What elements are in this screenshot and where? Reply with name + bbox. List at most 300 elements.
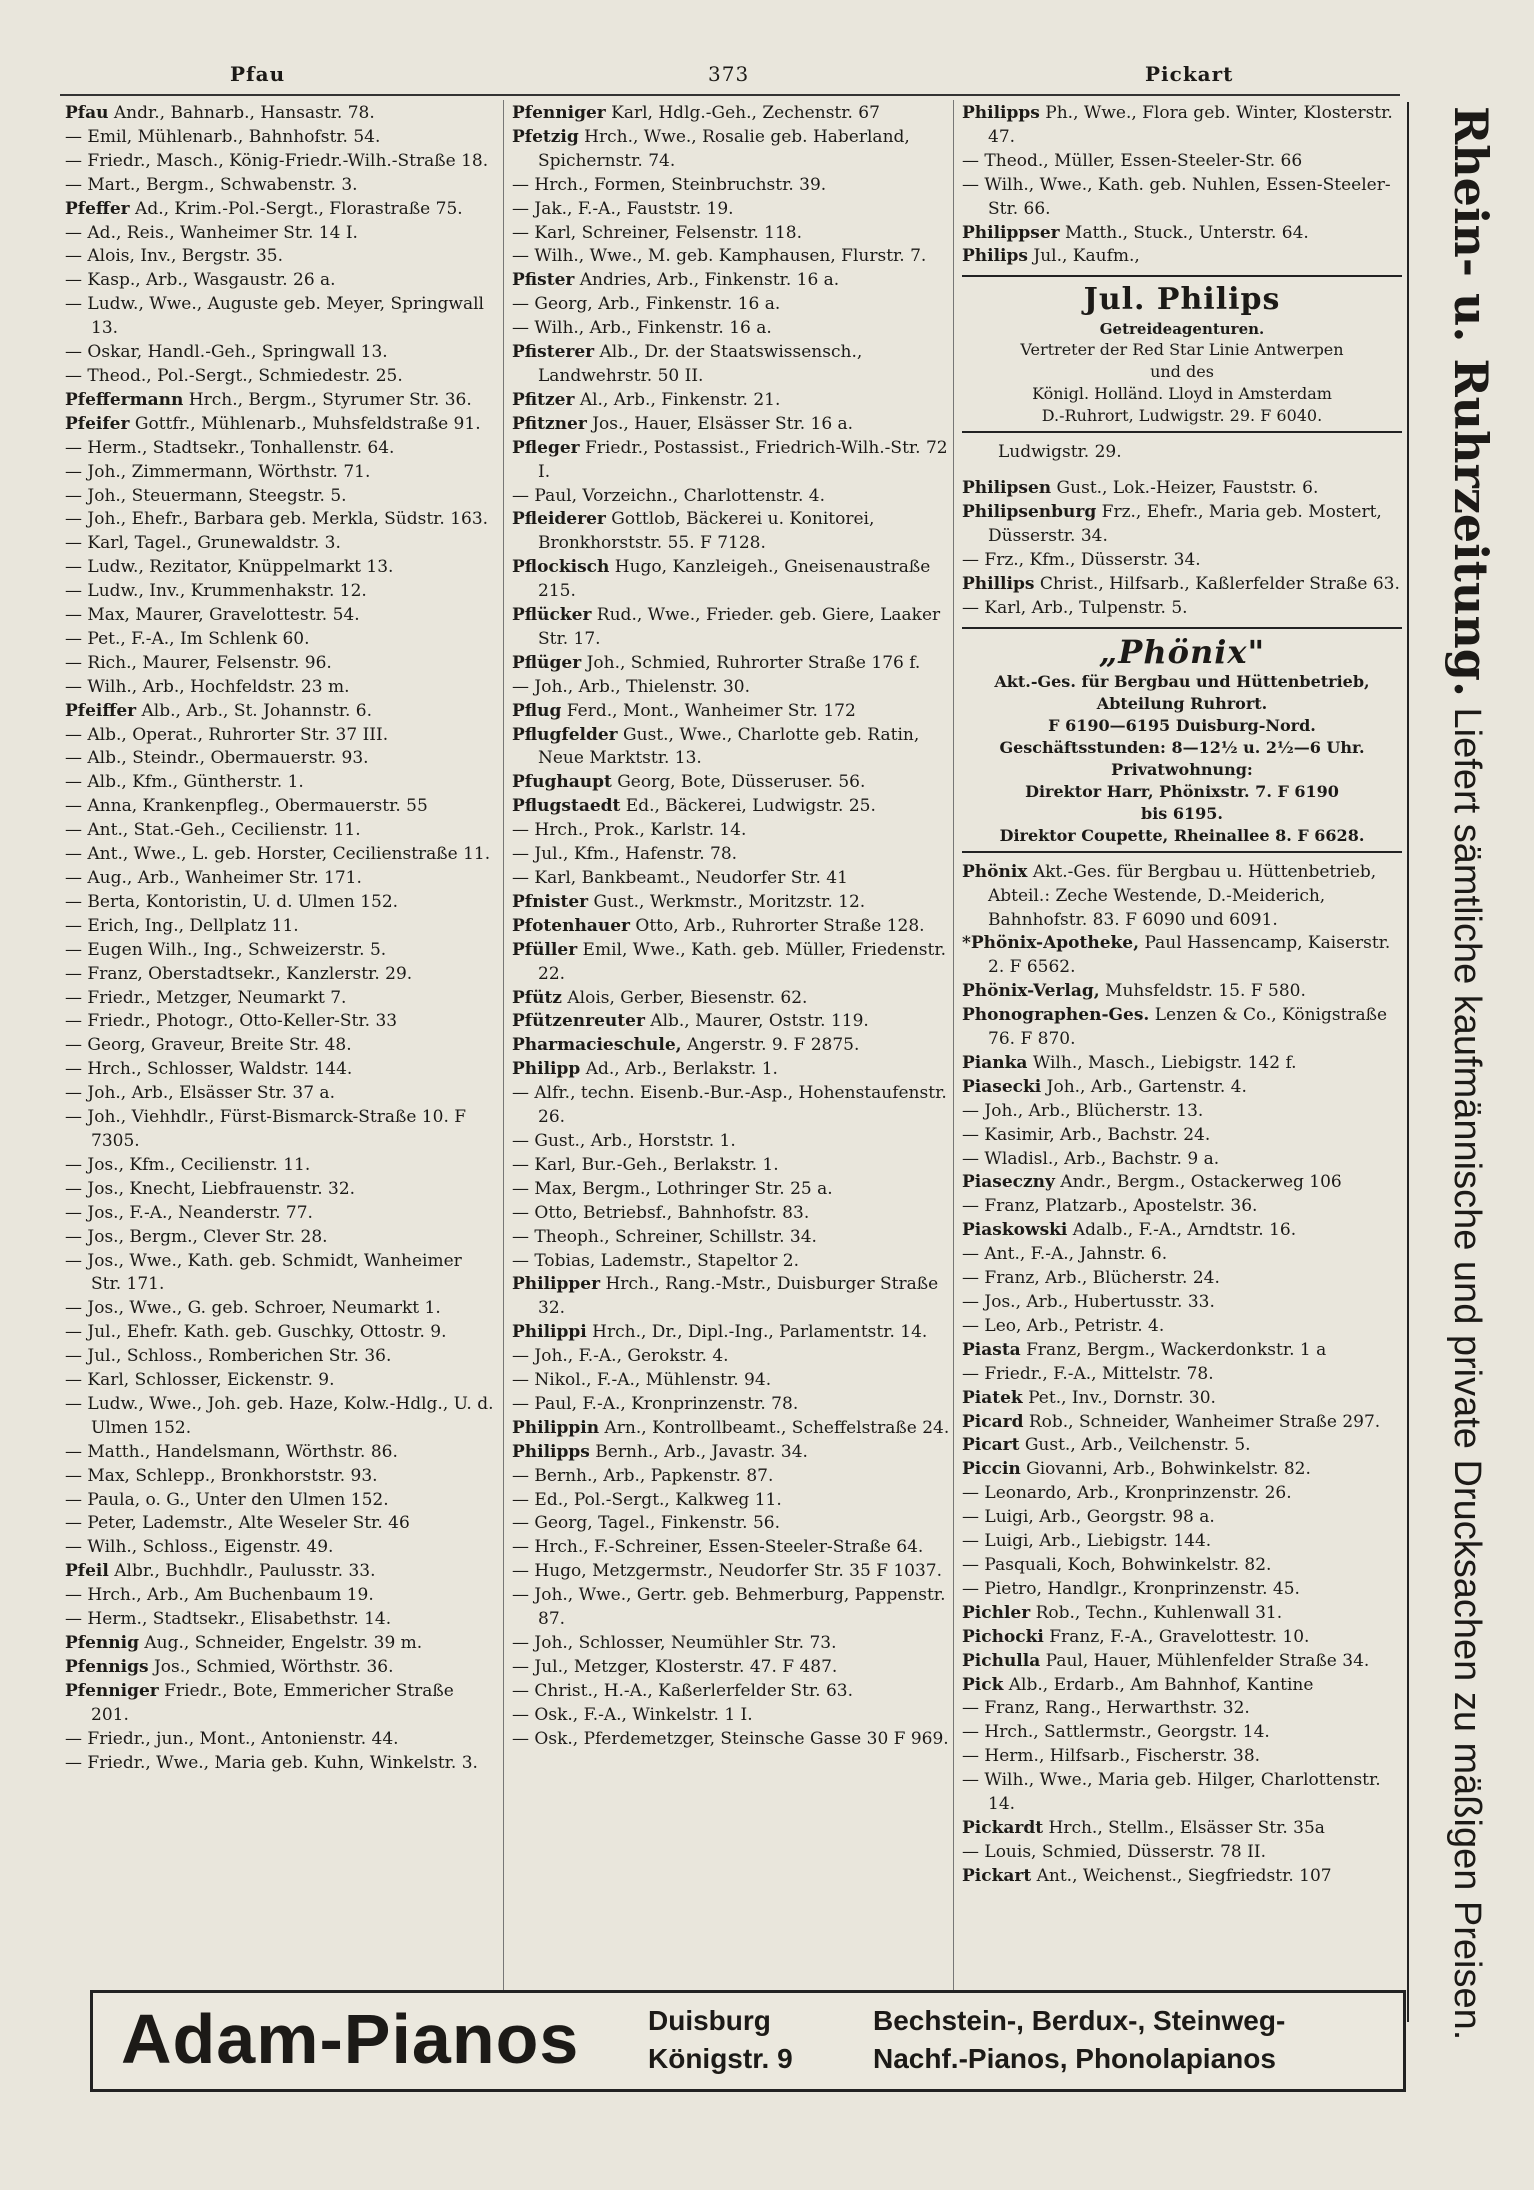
entry-details: — Friedr., Masch., König-Friedr.-Wilh.-Straße 18. bbox=[65, 150, 489, 171]
entry-details: — Nikol., F.-A., Mühlenstr. 94. bbox=[512, 1370, 772, 1391]
entry-details: — Frz., Kfm., Düsserstr. 34. bbox=[962, 549, 1201, 570]
directory-entry bbox=[962, 1530, 1402, 1554]
entry-details: — Wilh., Wwe., M. geb. Kamphausen, Flurstr. 7. bbox=[512, 246, 927, 267]
entry-surname: Pfeifer bbox=[65, 413, 130, 434]
entry-details: Hrch., Dr., Dipl.-Ing., Parlamentstr. 14. bbox=[586, 1322, 928, 1343]
directory-entry bbox=[512, 222, 952, 246]
phoenix-ad-title: „Phönix" bbox=[1098, 632, 1266, 671]
directory-entry bbox=[962, 1195, 1402, 1219]
side-ad-text bbox=[1437, 106, 1501, 2040]
entry-details: Arn., Kontrollbeamt., Scheffelstraße 24. bbox=[599, 1417, 950, 1438]
column-divider bbox=[503, 100, 504, 2000]
entry-details: Gottfr., Mühlenarb., Muhsfeldstraße 91. bbox=[129, 413, 481, 434]
entry-details: Ant., Weichenst., Siegfriedstr. 107 bbox=[1031, 1865, 1332, 1886]
directory-entry bbox=[962, 1697, 1402, 1721]
directory-entry bbox=[65, 1369, 495, 1393]
bottom-ad-street: Königstr. 9 bbox=[648, 2043, 793, 2074]
directory-entry bbox=[65, 1321, 495, 1345]
directory-entry bbox=[512, 819, 952, 843]
entry-details: — Paul, F.-A., Kronprinzenstr. 78. bbox=[512, 1393, 799, 1414]
directory-entry bbox=[962, 1124, 1402, 1148]
entry-details: — Ad., Reis., Wanheimer Str. 14 I. bbox=[65, 222, 358, 243]
entry-details: — Karl, Bur.-Geh., Berlakstr. 1. bbox=[512, 1154, 779, 1175]
entry-surname: Pickardt bbox=[962, 1817, 1044, 1838]
entry-details: — Friedr., F.-A., Mittelstr. 78. bbox=[962, 1363, 1214, 1384]
directory-entry bbox=[512, 317, 952, 341]
bottom-ad-brands: Nachf.-Pianos, Phonolapianos bbox=[873, 2043, 1276, 2074]
directory-entry bbox=[65, 1512, 495, 1536]
philips-ad-line: und des bbox=[1150, 362, 1214, 382]
entry-details: — Wilh., Wwe., Kath. geb. Nuhlen, Essen-Steeler-Str. 66. bbox=[962, 174, 1391, 219]
entry-details: — Theod., Pol.-Sergt., Schmiedestr. 25. bbox=[65, 365, 403, 386]
entry-details: Hrch., Stellm., Elsässer Str. 35a bbox=[1043, 1817, 1325, 1838]
entry-details: Rud., Wwe., Frieder. geb. Giere, Laaker Str. 17. bbox=[538, 605, 941, 649]
directory-entry bbox=[512, 1178, 952, 1202]
directory-entry bbox=[962, 597, 1402, 621]
entry-details: Al., Arb., Finkenstr. 21. bbox=[574, 389, 781, 410]
entry-details: Gust., Arb., Veilchenstr. 5. bbox=[1019, 1435, 1251, 1456]
entry-surname: Piasta bbox=[962, 1339, 1021, 1360]
directory-entry bbox=[65, 1058, 495, 1082]
entry-details: Andr., Bergm., Ostackerweg 106 bbox=[1054, 1172, 1342, 1193]
column-1 bbox=[65, 102, 495, 1775]
entry-surname: Piatek bbox=[962, 1387, 1023, 1408]
running-head-left: Pfau bbox=[230, 62, 286, 86]
directory-entry bbox=[65, 1250, 495, 1298]
entry-details: — Pasquali, Koch, Bohwinkelstr. 82. bbox=[962, 1554, 1272, 1575]
directory-entry bbox=[65, 915, 495, 939]
directory-entry bbox=[962, 1291, 1402, 1315]
directory-entry bbox=[512, 1202, 952, 1226]
entry-surname: Pfughaupt bbox=[512, 772, 612, 793]
entry-details: — Hrch., Formen, Steinbruchstr. 39. bbox=[512, 174, 827, 195]
entry-details: — Joh., Arb., Thielenstr. 30. bbox=[512, 676, 750, 697]
directory-entry bbox=[512, 1393, 952, 1417]
entry-details: — Ludw., Wwe., Joh. geb. Haze, Kolw.-Hdlg., U. d. Ulmen 152. bbox=[65, 1393, 494, 1438]
entry-details: — Theoph., Schreiner, Schillstr. 34. bbox=[512, 1226, 817, 1247]
entry-details: Ed., Bäckerei, Ludwigstr. 25. bbox=[620, 796, 876, 817]
entry-details: Adalb., F.-A., Arndtstr. 16. bbox=[1067, 1220, 1297, 1241]
entry-details: Georg, Bote, Düsseruser. 56. bbox=[611, 772, 866, 793]
directory-entry bbox=[962, 477, 1402, 501]
directory-entry bbox=[65, 413, 495, 437]
entry-details: — Joh., Steuermann, Steegstr. 5. bbox=[65, 485, 347, 506]
entry-details: Angerstr. 9. F 2875. bbox=[681, 1035, 860, 1056]
directory-entry bbox=[65, 795, 495, 819]
entry-details: Alb., Erdarb., Am Bahnhof, Kantine bbox=[1003, 1674, 1314, 1695]
entry-details: — Herm., Hilfsarb., Fischerstr. 38. bbox=[962, 1746, 1261, 1767]
directory-entry bbox=[962, 932, 1402, 980]
entry-details: — Emil, Mühlenarb., Bahnhofstr. 54. bbox=[65, 126, 381, 147]
entry-details: Joh., Schmied, Ruhrorter Straße 176 f. bbox=[581, 652, 921, 673]
directory-entry bbox=[512, 245, 952, 269]
entry-surname: Piccin bbox=[962, 1459, 1021, 1480]
entry-surname: Pfenniger bbox=[65, 1680, 159, 1701]
directory-entry bbox=[65, 1608, 495, 1632]
entry-surname: Pfister bbox=[512, 270, 575, 291]
entry-details: — Wilh., Wwe., Maria geb. Hilger, Charlottenstr. 14. bbox=[962, 1770, 1381, 1815]
directory-entry bbox=[65, 1393, 495, 1441]
entry-details: — Kasp., Arb., Wasgaustr. 26 a. bbox=[65, 270, 336, 291]
entry-details: — Joh., F.-A., Gerokstr. 4. bbox=[512, 1346, 729, 1367]
directory-entry bbox=[65, 389, 495, 413]
directory-entry bbox=[512, 1704, 952, 1728]
entry-details: — Alb., Kfm., Güntherstr. 1. bbox=[65, 772, 304, 793]
entry-details: — Ant., Stat.-Geh., Cecilienstr. 11. bbox=[65, 820, 361, 841]
bottom-ad-city: Duisburg bbox=[648, 2005, 771, 2036]
philips-ad-line: Königl. Holländ. Lloyd in Amsterdam bbox=[1032, 384, 1332, 404]
directory-entry bbox=[962, 1076, 1402, 1100]
directory-entry bbox=[65, 1656, 495, 1680]
philips-ad-title: Jul. Philips bbox=[1083, 282, 1281, 318]
directory-entry bbox=[962, 980, 1402, 1004]
philips-ad-address: Ludwigstr. 29. bbox=[998, 442, 1122, 463]
entry-details: — Pietro, Handlgr., Kronprinzenstr. 45. bbox=[962, 1578, 1300, 1599]
directory-entry bbox=[962, 1458, 1402, 1482]
entry-details: — Eugen Wilh., Ing., Schweizerstr. 5. bbox=[65, 939, 387, 960]
entry-details: — Alfr., techn. Eisenb.-Bur.-Asp., Hohenstaufenstr. 26. bbox=[512, 1083, 947, 1128]
phoenix-ad-line: Direktor Coupette, Rheinallee 8. F 6628. bbox=[999, 825, 1365, 845]
entry-details: — Karl, Schlosser, Eickenstr. 9. bbox=[65, 1370, 335, 1391]
entry-surname: Pfitzner bbox=[512, 413, 587, 434]
directory-entry bbox=[512, 987, 952, 1011]
directory-entry bbox=[512, 1130, 952, 1154]
phoenix-ad-line: bis 6195. bbox=[1141, 803, 1223, 823]
directory-entry bbox=[962, 1602, 1402, 1626]
entry-surname: Pfnister bbox=[512, 891, 589, 912]
entry-details: — Ant., F.-A., Jahnstr. 6. bbox=[962, 1244, 1168, 1265]
directory-entry bbox=[65, 819, 495, 843]
directory-entry bbox=[65, 150, 495, 174]
directory-entry bbox=[65, 341, 495, 365]
column-3-entries-b bbox=[962, 477, 1402, 620]
directory-entry bbox=[962, 1243, 1402, 1267]
entry-details: — Leonardo, Arb., Kronprinzenstr. 26. bbox=[962, 1483, 1292, 1504]
entry-details: — Osk., Pferdemetzger, Steinsche Gasse 30 F 969. bbox=[512, 1728, 949, 1749]
directory-entry bbox=[512, 126, 952, 174]
directory-entry bbox=[962, 1411, 1402, 1435]
entry-details: Friedr., Bote, Emmericher Straße 201. bbox=[91, 1680, 454, 1725]
entry-surname: Pickart bbox=[962, 1865, 1032, 1886]
directory-entry bbox=[65, 269, 495, 293]
side-ad-title: Rhein- u. Ruhrzeitung. bbox=[1444, 106, 1498, 697]
directory-entry bbox=[65, 1752, 495, 1776]
entry-details: Paul, Hauer, Mühlenfelder Straße 34. bbox=[1040, 1650, 1370, 1671]
directory-entry bbox=[65, 532, 495, 556]
entry-details: Lenzen & Co., Königstraße 76. F 870. bbox=[988, 1005, 1388, 1050]
phoenix-ad-line: Direktor Harr, Phönixstr. 7. F 6190 bbox=[1025, 781, 1339, 801]
directory-entry bbox=[512, 843, 952, 867]
entry-details: — Jul., Kfm., Hafenstr. 78. bbox=[512, 844, 738, 865]
entry-details: — Jos., Wwe., Kath. geb. Schmidt, Wanheimer Str. 171. bbox=[65, 1250, 462, 1295]
directory-entry bbox=[512, 1441, 952, 1465]
entry-details: — Georg, Tagel., Finkenstr. 56. bbox=[512, 1513, 780, 1534]
directory-entry bbox=[962, 1506, 1402, 1530]
directory-entry bbox=[65, 580, 495, 604]
entry-details: Pet., Inv., Dornstr. 30. bbox=[1022, 1387, 1216, 1408]
entry-details: Ph., Wwe., Flora geb. Winter, Klosterstr. 47. bbox=[988, 103, 1393, 147]
entry-details: — Herm., Stadtsekr., Elisabethstr. 14. bbox=[65, 1609, 392, 1630]
bottom-ad-brands: Bechstein-, Berdux-, Steinweg- bbox=[873, 2005, 1286, 2036]
entry-surname: Pfenniger bbox=[512, 103, 606, 123]
entry-surname: Philipps bbox=[962, 103, 1040, 123]
entry-details: Alb., Dr. der Staatswissensch., Landwehrstr. 50 II. bbox=[538, 342, 863, 386]
directory-entry bbox=[962, 1052, 1402, 1076]
entry-surname: Pfotenhauer bbox=[512, 915, 630, 936]
entry-surname: Philipps bbox=[512, 1441, 590, 1462]
directory-entry bbox=[65, 245, 495, 269]
entry-details: — Ant., Wwe., L. geb. Horster, Cecilienstraße 11. bbox=[65, 844, 491, 865]
directory-entry bbox=[65, 1345, 495, 1369]
entry-surname: Pfeiffer bbox=[65, 700, 137, 721]
entry-details: Joh., Arb., Gartenstr. 4. bbox=[1041, 1076, 1247, 1097]
entry-details: — Matth., Handelsmann, Wörthstr. 86. bbox=[65, 1441, 398, 1462]
directory-entry bbox=[512, 1656, 952, 1680]
directory-entry bbox=[512, 939, 952, 987]
directory-entry bbox=[512, 1058, 952, 1082]
entry-details: — Berta, Kontoristin, U. d. Ulmen 152. bbox=[65, 891, 399, 912]
entry-details: — Rich., Maurer, Felsenstr. 96. bbox=[65, 652, 332, 673]
entry-details: — Franz, Rang., Herwarthstr. 32. bbox=[962, 1698, 1250, 1719]
entry-details: Franz, Bergm., Wackerdonkstr. 1 a bbox=[1020, 1339, 1327, 1360]
entry-details: — Otto, Betriebsf., Bahnhofstr. 83. bbox=[512, 1202, 810, 1223]
directory-entry bbox=[512, 198, 952, 222]
entry-details: — Joh., Arb., Blücherstr. 13. bbox=[962, 1100, 1204, 1121]
directory-entry bbox=[512, 1680, 952, 1704]
entry-details: — Luigi, Arb., Liebigstr. 144. bbox=[962, 1531, 1212, 1552]
entry-surname: Pfisterer bbox=[512, 342, 595, 363]
directory-entry bbox=[512, 1489, 952, 1513]
directory-entry bbox=[512, 556, 952, 604]
entry-details: — Osk., F.-A., Winkelstr. 1 I. bbox=[512, 1704, 753, 1725]
column-3-entries-a bbox=[962, 102, 1402, 269]
entry-details: — Franz, Arb., Blücherstr. 24. bbox=[962, 1268, 1220, 1289]
entry-details: — Erich, Ing., Dellplatz 11. bbox=[65, 915, 299, 936]
entry-details: — Luigi, Arb., Georgstr. 98 a. bbox=[962, 1507, 1215, 1528]
directory-entry bbox=[65, 1489, 495, 1513]
directory-entry bbox=[65, 604, 495, 628]
entry-details: — Anna, Krankenpfleg., Obermauerstr. 55 bbox=[65, 796, 428, 817]
entry-details: — Wilh., Schloss., Eigenstr. 49. bbox=[65, 1537, 334, 1558]
directory-entry bbox=[512, 700, 952, 724]
directory-entry bbox=[65, 771, 495, 795]
directory-entry bbox=[962, 222, 1402, 246]
entry-details: — Joh., Zimmermann, Wörthstr. 71. bbox=[65, 461, 371, 482]
directory-entry bbox=[65, 867, 495, 891]
directory-entry bbox=[512, 1560, 952, 1584]
directory-entry bbox=[65, 700, 495, 724]
entry-details: — Mart., Bergm., Schwabenstr. 3. bbox=[65, 174, 358, 195]
entry-details: — Hrch., F.-Schreiner, Essen-Steeler-Straße 64. bbox=[512, 1537, 924, 1558]
entry-details: — Ed., Pol.-Sergt., Kalkweg 11. bbox=[512, 1489, 782, 1510]
directory-entry bbox=[512, 867, 952, 891]
directory-entry bbox=[65, 1560, 495, 1584]
entry-surname: Pflug bbox=[512, 700, 562, 721]
entry-details: — Oskar, Handl.-Geh., Springwall 13. bbox=[65, 342, 388, 363]
directory-entry bbox=[962, 1817, 1402, 1841]
side-ad-body: Liefert sämtliche kaufmännische und private Drucksachen zu mäßigen Preisen. bbox=[1446, 707, 1488, 2041]
directory-entry bbox=[962, 1578, 1402, 1602]
directory-entry bbox=[65, 963, 495, 987]
directory-entry bbox=[65, 1226, 495, 1250]
entry-surname: Pfennigs bbox=[65, 1656, 149, 1677]
entry-details: — Friedr., Metzger, Neumarkt 7. bbox=[65, 987, 347, 1008]
entry-details: Albr., Buchhdlr., Paulusstr. 33. bbox=[108, 1561, 376, 1582]
page-number: 373 bbox=[708, 62, 750, 86]
bottom-ad-title: Adam-Pianos bbox=[121, 2000, 580, 2078]
directory-entry bbox=[512, 604, 952, 652]
entry-surname: Picard bbox=[962, 1411, 1024, 1432]
entry-details: — Pet., F.-A., Im Schlenk 60. bbox=[65, 628, 310, 649]
directory-entry bbox=[65, 891, 495, 915]
phoenix-ad-line: Geschäftsstunden: 8—12½ u. 2½—6 Uhr. bbox=[999, 737, 1365, 757]
entry-surname: Phonographen-Ges. bbox=[962, 1005, 1150, 1026]
entry-details: — Alois, Inv., Bergstr. 35. bbox=[65, 246, 284, 267]
directory-entry bbox=[512, 676, 952, 700]
entry-surname: Pianka bbox=[962, 1052, 1028, 1073]
directory-entry bbox=[962, 1841, 1402, 1865]
entry-surname: Pfüller bbox=[512, 939, 578, 960]
column-2 bbox=[512, 102, 952, 1752]
entry-details: Jos., Hauer, Elsässer Str. 16 a. bbox=[586, 413, 854, 434]
entry-details: — Joh., Schlosser, Neumühler Str. 73. bbox=[512, 1633, 837, 1653]
entry-details: Paul Hassencamp, Kaiserstr. 2. F 6562. bbox=[988, 933, 1391, 978]
entry-details: — Karl, Tagel., Grunewaldstr. 3. bbox=[65, 533, 341, 554]
directory-entry bbox=[962, 1363, 1402, 1387]
entry-surname: Pfitzer bbox=[512, 389, 575, 410]
entry-surname: Picart bbox=[962, 1435, 1020, 1456]
entry-surname: Pfützenreuter bbox=[512, 1011, 645, 1032]
directory-entry bbox=[65, 485, 495, 509]
directory-entry bbox=[512, 1250, 952, 1274]
entry-details: Hugo, Kanzleigeh., Gneisenaustraße 215. bbox=[538, 557, 931, 602]
entry-details: — Georg, Arb., Finkenstr. 16 a. bbox=[512, 294, 781, 315]
entry-details: — Christ., H.-A., Kaßerlerfelder Str. 63. bbox=[512, 1680, 853, 1701]
directory-entry bbox=[512, 1345, 952, 1369]
entry-details: — Friedr., Wwe., Maria geb. Kuhn, Winkelstr. 3. bbox=[65, 1752, 478, 1773]
directory-entry bbox=[65, 652, 495, 676]
entry-surname: Philipp bbox=[512, 1059, 581, 1080]
directory-entry bbox=[65, 1584, 495, 1608]
directory-entry bbox=[512, 102, 952, 126]
directory-entry bbox=[65, 461, 495, 485]
entry-details: Akt.-Ges. für Bergbau u. Hüttenbetrieb, Abteil.: Zeche Westende, D.-Meiderich, Bahnhofstr. 83. F 6090 und 6091. bbox=[988, 861, 1377, 930]
entry-details: Bernh., Arb., Javastr. 34. bbox=[589, 1441, 808, 1462]
directory-entry bbox=[512, 1536, 952, 1560]
directory-entry bbox=[65, 1154, 495, 1178]
phoenix-ad-line: Akt.-Ges. für Bergbau und Hüttenbetrieb, bbox=[994, 671, 1370, 691]
directory-entry bbox=[962, 1721, 1402, 1745]
directory-entry bbox=[512, 1226, 952, 1250]
directory-entry bbox=[65, 1680, 495, 1728]
directory-entry bbox=[65, 1082, 495, 1106]
entry-surname: Pflüger bbox=[512, 652, 582, 673]
directory-entry bbox=[65, 1034, 495, 1058]
entry-details: — Ludw., Rezitator, Knüppelmarkt 13. bbox=[65, 557, 394, 578]
entry-details: Christ., Hilfsarb., Kaßlerfelder Straße 63. bbox=[1034, 573, 1400, 594]
entry-details: — Paul, Vorzeichn., Charlottenstr. 4. bbox=[512, 485, 825, 506]
entry-details: — Jul., Metzger, Klosterstr. 47. F 487. bbox=[512, 1656, 838, 1677]
entry-details: Hrch., Wwe., Rosalie geb. Haberland, Spichernstr. 74. bbox=[538, 126, 910, 171]
directory-entry bbox=[65, 365, 495, 389]
philips-ad-subtitle: Getreideagenturen. bbox=[1099, 320, 1265, 339]
entry-surname: Pfeffer bbox=[65, 198, 130, 219]
running-head-right: Pickart bbox=[1145, 62, 1234, 86]
entry-details: — Jos., Kfm., Cecilienstr. 11. bbox=[65, 1154, 311, 1175]
entry-surname: Philipsen bbox=[962, 478, 1052, 499]
entry-details: Friedr., Postassist., Friedrich-Wilh.-Str. 72 I. bbox=[538, 437, 948, 482]
entry-surname: Philips bbox=[962, 246, 1028, 267]
phoenix-ad-line: Abteilung Ruhrort. bbox=[1096, 693, 1268, 713]
directory-entry bbox=[962, 1434, 1402, 1458]
directory-entry bbox=[962, 1650, 1402, 1674]
entry-details: — Jos., Arb., Hubertusstr. 33. bbox=[962, 1292, 1215, 1312]
directory-entry bbox=[65, 437, 495, 461]
directory-entry bbox=[962, 501, 1402, 549]
entry-details: Gust., Lok.-Heizer, Fauststr. 6. bbox=[1051, 478, 1319, 499]
entry-details: — Franz, Platzarb., Apostelstr. 36. bbox=[962, 1196, 1258, 1217]
directory-entry bbox=[512, 1584, 952, 1632]
entry-details: — Joh., Wwe., Gertr. geb. Behmerburg, Pappenstr. 87. bbox=[512, 1585, 946, 1630]
entry-surname: Pfetzig bbox=[512, 126, 579, 147]
entry-details: Alois, Gerber, Biesenstr. 62. bbox=[561, 987, 808, 1008]
directory-entry bbox=[962, 1339, 1402, 1363]
entry-surname: Pflugstaedt bbox=[512, 796, 621, 817]
column-3 bbox=[962, 102, 1402, 1889]
directory-entry bbox=[962, 1769, 1402, 1817]
entry-surname: *Phönix-Apotheke, bbox=[962, 933, 1140, 954]
directory-entry bbox=[512, 891, 952, 915]
directory-entry bbox=[65, 174, 495, 198]
directory-entry bbox=[65, 724, 495, 748]
directory-entry bbox=[65, 628, 495, 652]
entry-details: Alb., Arb., St. Johannstr. 6. bbox=[136, 700, 372, 721]
directory-entry bbox=[512, 1010, 952, 1034]
directory-entry bbox=[512, 795, 952, 819]
entry-details: Gust., Werkmstr., Moritzstr. 12. bbox=[588, 891, 866, 912]
entry-details: — Karl, Schreiner, Felsenstr. 118. bbox=[512, 222, 802, 243]
entry-details: Emil, Wwe., Kath. geb. Müller, Friedenstr. 22. bbox=[538, 939, 947, 984]
directory-entry bbox=[962, 1100, 1402, 1124]
directory-entry bbox=[512, 174, 952, 198]
entry-details: — Friedr., jun., Mont., Antonienstr. 44. bbox=[65, 1728, 399, 1749]
directory-entry bbox=[962, 1865, 1402, 1889]
directory-entry bbox=[962, 1315, 1402, 1339]
entry-details: — Hrch., Schlosser, Waldstr. 144. bbox=[65, 1059, 353, 1080]
side-advertisement bbox=[1407, 102, 1529, 2041]
directory-entry bbox=[962, 1004, 1402, 1052]
entry-details: — Kasimir, Arb., Bachstr. 24. bbox=[962, 1124, 1211, 1145]
entry-details: — Jos., Bergm., Clever Str. 28. bbox=[65, 1226, 328, 1247]
entry-surname: Pfleger bbox=[512, 437, 580, 458]
entry-details: — Jul., Schloss., Romberichen Str. 36. bbox=[65, 1346, 392, 1367]
directory-entry bbox=[65, 126, 495, 150]
directory-entry bbox=[962, 549, 1402, 573]
entry-details: — Wladisl., Arb., Bachstr. 9 a. bbox=[962, 1148, 1220, 1169]
directory-entry bbox=[962, 1148, 1402, 1172]
entry-details: Wilh., Masch., Liebigstr. 142 f. bbox=[1027, 1052, 1297, 1073]
entry-surname: Pfennig bbox=[65, 1633, 139, 1653]
bottom-advertisement bbox=[90, 1990, 1406, 2092]
column-divider bbox=[953, 100, 954, 2000]
entry-details: — Joh., Viehhdlr., Fürst-Bismarck-Straße 10. F 7305. bbox=[65, 1107, 467, 1151]
directory-entry bbox=[512, 1632, 952, 1656]
entry-surname: Pick bbox=[962, 1674, 1004, 1695]
entry-surname: Philipsenburg bbox=[962, 502, 1097, 523]
entry-details: — Aug., Arb., Wanheimer Str. 171. bbox=[65, 868, 362, 888]
directory-entry bbox=[65, 508, 495, 532]
entry-details: — Karl, Bankbeamt., Neudorfer Str. 41 bbox=[512, 868, 848, 888]
